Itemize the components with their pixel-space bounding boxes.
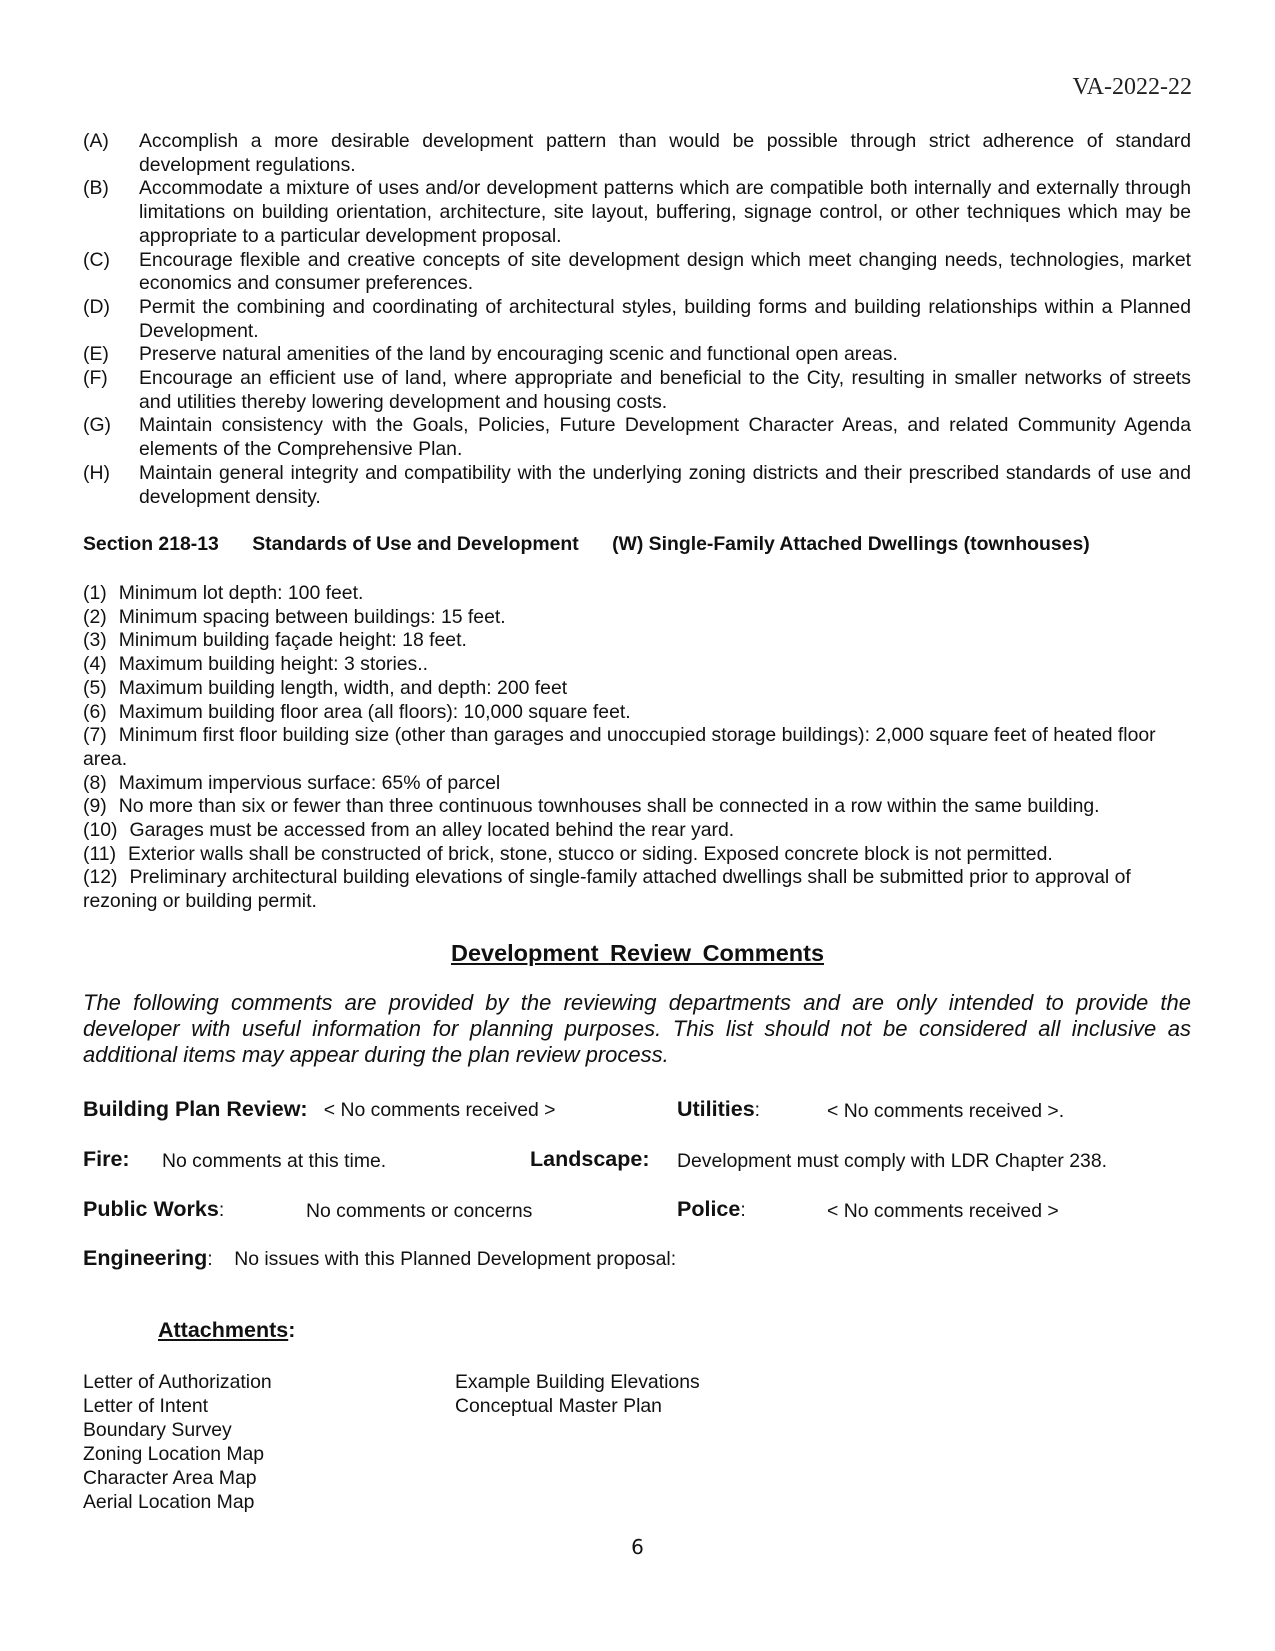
list-item [83,772,1191,796]
review-title: Development Review Comments [450,940,825,966]
public-works-label: Public Works [83,1197,219,1221]
case-number: VA-2022-22 [1072,74,1192,100]
list-item-key: (D) [83,295,110,318]
list-item-number: (11) [83,842,117,865]
list-item-key: (C) [83,248,110,271]
attachment-item: Boundary Survey [83,1419,232,1441]
list-item-number: (4) [83,653,107,676]
list-item-text: Exterior walls shall be constructed of brick, stone, stucco or siding. Exposed concrete block is not permitted. [128,842,1053,865]
fire-label: Fire: [83,1147,130,1171]
building-label: Building Plan Review: [83,1097,308,1121]
list-item-key: (B) [83,177,109,200]
list-item-key: (A) [83,130,109,152]
landscape-label: Landscape: [530,1147,650,1171]
list-item [83,343,1191,367]
list-item-text: No more than six or fewer than three continuous townhouses shall be connected in a row within the same building. [118,795,1100,818]
attachment-item: Example Building Elevations [455,1371,700,1393]
list-item [83,130,1191,177]
attachment-item: Letter of Authorization [83,1371,272,1393]
section-subtitle: (W) Single-Family Attached Dwellings (townhouses) [612,533,1090,555]
list-item [83,582,1191,606]
list-item [83,629,1191,653]
landscape-comment [530,1147,649,1172]
police-colon: : [740,1199,746,1221]
list-item-text: Preserve natural amenities of the land by encouraging scenic and functional open areas. [139,343,898,366]
public-works-text: No comments or concerns [306,1200,533,1222]
list-item-text: Encourage an efficient use of land, where appropriate and beneficial to the City, resulting in smaller networks of streets and utilities thereby lowering development and housing costs. [139,367,1191,413]
attachments-title-colon: : [288,1318,296,1342]
list-item [83,701,1191,725]
list-item-number: (2) [83,605,107,628]
standards-list [83,582,1191,914]
engineering-text: No issues with this Planned Development proposal: [234,1248,677,1270]
list-item-key: (E) [83,343,109,366]
section-heading [83,533,1090,556]
list-item-number: (10) [83,819,118,842]
list-item [83,819,1191,843]
list-item [83,414,1191,461]
engineering-colon: : [207,1248,213,1270]
list-item [83,177,1191,248]
list-item-text: Maximum building floor area (all floors): 10,000 square feet. [118,700,631,723]
list-item [83,296,1191,343]
attachment-item: Conceptual Master Plan [455,1395,662,1417]
list-item-text: Maximum impervious surface: 65% of parcel [118,771,501,794]
review-intro: The following comments are provided by the reviewing departments and are only intended to provide the developer with useful information for planning purposes. This list should not be considered all inclusive as additional items may appear during the plan review process. [83,990,1191,1067]
section-title: Standards of Use and Development [252,533,579,555]
fire-comment [83,1147,130,1172]
engineering-comment [83,1246,676,1271]
list-item-text: Minimum building façade height: 18 feet. [118,629,467,652]
list-item-text: Preliminary architectural building elevations of single-family attached dwellings shall be submitted prior to approval of rezoning or building permit. [83,866,1131,913]
list-item [83,677,1191,701]
list-item [83,606,1191,630]
section-number: Section 218-13 [83,533,219,555]
fire-text: No comments at this time. [162,1150,387,1172]
attachment-item: Letter of Intent [83,1395,209,1417]
list-item-number: (8) [83,771,107,794]
goals-list [83,130,1191,509]
list-item-number: (9) [83,795,107,818]
list-item-number: (5) [83,676,107,699]
list-item-key: (F) [83,367,108,390]
list-item-text: Maximum building height: 3 stories.. [118,653,429,676]
utilities-text: < No comments received >. [827,1100,1065,1122]
list-item [83,653,1191,677]
attachments-title [158,1318,295,1343]
police-label: Police [677,1197,741,1221]
list-item-number: (7) [83,724,107,747]
list-item-text: Encourage flexible and creative concepts of site development design which meet changing needs, technologies, market economics and consumer preferences. [139,248,1191,295]
attachments-left [83,1370,272,1514]
police-text: < No comments received > [827,1200,1059,1222]
building-text: < No comments received > [323,1099,556,1121]
list-item-text: Minimum spacing between buildings: 15 feet. [118,605,506,628]
list-item [83,866,1191,913]
list-item-text: Maintain general integrity and compatibility with the underlying zoning districts and their prescribed standards of use and development density. [139,461,1191,508]
list-item-text: Garages must be accessed from an alley located behind the rear yard. [129,819,735,842]
attachments-right [455,1370,700,1418]
attachment-item: Character Area Map [83,1467,257,1489]
list-item-key: (G) [83,414,111,437]
list-item-number: (3) [83,629,107,652]
list-item-text: Maximum building length, width, and depth: 200 feet [118,676,568,699]
list-item [83,462,1191,509]
list-item-text: Maintain consistency with the Goals, Policies, Future Development Character Areas, and related Community Agenda elements of the Comprehensive Plan. [139,414,1191,461]
list-item-text: Accommodate a mixture of uses and/or development patterns which are compatible both internally and externally through limitations on building orientation, architecture, site layout, buffering, signage control, or other techniques which may be appropriate to a particular development proposal. [139,177,1191,247]
utilities-comment [677,1097,760,1122]
list-item-text: Minimum first floor building size (other than garages and unoccupied storage buildings): 2,000 square feet of heated floor area. [83,724,1156,770]
list-item [83,367,1191,414]
attachments-title-text: Attachments [158,1318,289,1342]
list-item [83,724,1191,771]
utilities-label: Utilities [677,1097,755,1121]
list-item-number: (6) [83,700,107,723]
list-item [83,795,1191,819]
list-item-number: (12) [83,866,118,889]
list-item-text: Permit the combining and coordinating of architectural styles, building forms and building relationships within a Planned Development. [139,295,1191,342]
page-number: 6 [631,1535,644,1559]
list-item-key: (H) [83,461,110,484]
attachment-item: Zoning Location Map [83,1443,265,1465]
attachment-item: Aerial Location Map [83,1491,255,1513]
public-works-comment [83,1197,224,1222]
list-item-text: Minimum lot depth: 100 feet. [118,582,364,604]
list-item-number: (1) [83,582,107,604]
utilities-colon: : [754,1099,761,1121]
engineering-label: Engineering [83,1246,208,1270]
building-comment [83,1097,555,1122]
list-item [83,843,1191,867]
list-item-text: Accomplish a more desirable development pattern than would be possible through strict adherence of standard development regulations. [139,130,1191,176]
list-item [83,249,1191,296]
landscape-text: Development must comply with LDR Chapter 238. [677,1150,1108,1172]
police-comment [677,1197,746,1222]
public-works-colon: : [218,1199,225,1221]
